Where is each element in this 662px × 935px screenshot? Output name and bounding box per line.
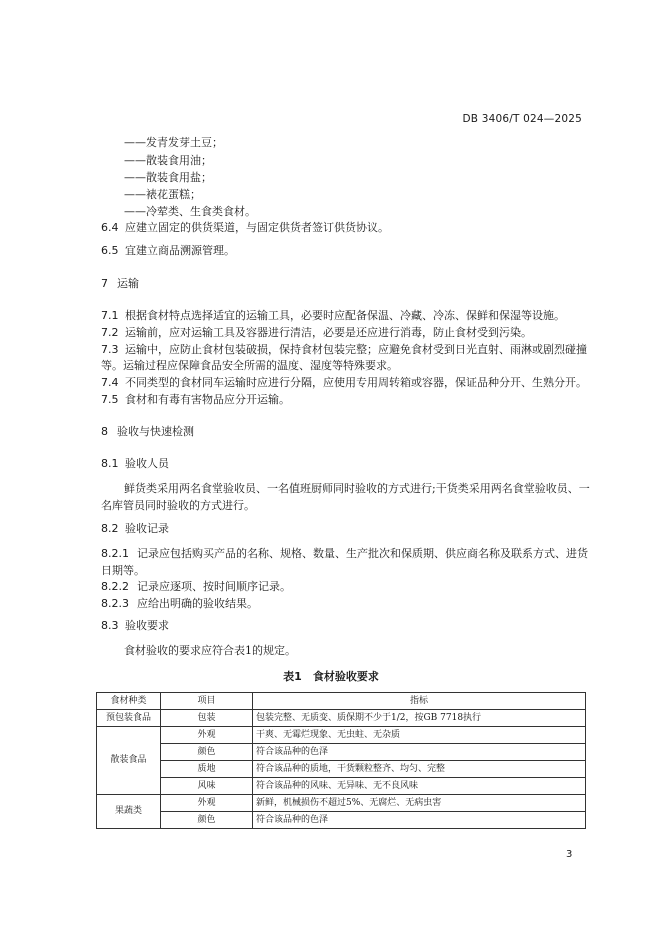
- spec-cell: 符合该品种的色泽: [253, 812, 586, 829]
- table-row: [97, 812, 586, 829]
- clause-text: 不同类型的食材同车运输时应进行分隔，应使用专用周转箱或容器，保证品种分开、生熟分开。: [125, 376, 587, 389]
- clause-8-1-text: 鲜货类采用两名食堂验收员、一名值班厨师同时验收的方式进行;干货类采用两名食堂验收员、一: [124, 482, 590, 495]
- clause-7-3: [101, 343, 587, 357]
- section-8-heading: [101, 425, 194, 439]
- clause-number: 7.1: [101, 309, 119, 322]
- list-item: ——散装食用盐；: [124, 171, 212, 184]
- section-title: 验收与快速检测: [117, 425, 194, 438]
- clause-number: 7.2: [101, 326, 119, 339]
- clause-7-5: [101, 393, 290, 407]
- table-row: [97, 727, 586, 744]
- clause-number: 8.2.2: [101, 580, 129, 593]
- spec-cell: 新鲜，机械损伤不超过5%、无腐烂、无病虫害: [253, 795, 586, 812]
- clause-number: 8.2.3: [101, 597, 129, 610]
- clause-number: 7.5: [101, 393, 119, 406]
- header-cell: 食材种类: [97, 693, 161, 710]
- clause-title: 验收人员: [125, 457, 169, 470]
- table-row: [97, 710, 586, 727]
- list-item: ——散装食用油；: [124, 154, 212, 167]
- clause-number: 8.1: [101, 457, 119, 470]
- clause-text: 宜建立商品溯源管理。: [125, 244, 235, 257]
- section-number: 8: [101, 425, 108, 438]
- acceptance-table: [96, 692, 586, 829]
- item-cell: 颜色: [161, 812, 253, 829]
- clause-text: 应建立固定的供货渠道，与固定供货者签订供货协议。: [125, 221, 389, 234]
- clause-number: 8.3: [101, 619, 119, 632]
- item-cell: 外观: [161, 727, 253, 744]
- header-cell: 项目: [161, 693, 253, 710]
- section-title: 运输: [117, 277, 139, 290]
- clause-8-3-text: 食材验收的要求应符合表1的规定。: [124, 644, 296, 657]
- header-cell: 指标: [253, 693, 586, 710]
- page-number: 3: [566, 849, 573, 860]
- clause-number: 8.2.1: [101, 547, 129, 560]
- item-cell: 包装: [161, 710, 253, 727]
- table-row: [97, 795, 586, 812]
- clause-8-2-3: [101, 597, 258, 611]
- section-number: 7: [101, 277, 108, 290]
- clause-8-1-heading: [101, 457, 169, 471]
- clause-number: 7.4: [101, 376, 119, 389]
- spec-cell: 干爽、无霉烂现象、无虫蛀、无杂质: [253, 727, 586, 744]
- list-item: ——冷荤类、生食类食材。: [124, 205, 256, 218]
- clause-number: 7.3: [101, 343, 119, 356]
- spec-cell: 符合该品种的质地，干货颗粒整齐、均匀、完整: [253, 761, 586, 778]
- clause-8-2-1-cont: 日期等。: [101, 564, 145, 577]
- clause-title: 验收记录: [125, 522, 169, 535]
- item-cell: 质地: [161, 761, 253, 778]
- category-cell: 散装食品: [97, 727, 161, 795]
- category-cell: 预包装食品: [97, 710, 161, 727]
- clause-7-1: [101, 309, 565, 323]
- section-7-heading: [101, 277, 139, 291]
- clause-8-2-2: [101, 580, 291, 594]
- spec-cell: 符合该品种的色泽: [253, 744, 586, 761]
- clause-text: 运输前，应对运输工具及容器进行清洁，必要是还应进行消毒，防止食材受到污染。: [125, 326, 532, 339]
- list-item: ——裱花蛋糕；: [124, 188, 201, 201]
- item-cell: 外观: [161, 795, 253, 812]
- clause-text: 根据食材特点选择适宜的运输工具，必要时应配备保温、冷藏、冷冻、保鲜和保湿等设施。: [125, 309, 565, 322]
- clause-title: 验收要求: [125, 619, 169, 632]
- item-cell: 风味: [161, 778, 253, 795]
- category-cell: 果蔬类: [97, 795, 161, 829]
- clause-8-2-heading: [101, 522, 169, 536]
- item-cell: 颜色: [161, 744, 253, 761]
- clause-6-4: [101, 221, 389, 235]
- clause-6-5: [101, 244, 235, 258]
- clause-7-3-cont: 等。运输过程应保障食品安全所需的温度、湿度等特殊要求。: [101, 359, 398, 372]
- clause-number: 6.5: [101, 244, 119, 257]
- clause-text: 应给出明确的验收结果。: [137, 597, 258, 610]
- list-item: ——发青发芽土豆；: [124, 136, 223, 149]
- clause-8-1-text-cont: 名库管员同时验收的方式进行。: [101, 499, 255, 512]
- table-row: [97, 778, 586, 795]
- table-row: [97, 744, 586, 761]
- table-row: [97, 761, 586, 778]
- table-header-row: [97, 693, 586, 710]
- spec-cell: 符合该品种的风味、无异味、无不良风味: [253, 778, 586, 795]
- clause-text: 运输中，应防止食材包装破损，保持食材包装完整；应避免食材受到日光直射、雨淋或剧烈碰撞: [125, 343, 587, 356]
- clause-7-4: [101, 376, 587, 390]
- clause-text: 记录应包括购买产品的名称、规格、数量、生产批次和保质期、供应商名称及联系方式、进货: [137, 547, 588, 560]
- clause-text: 记录应逐项、按时间顺序记录。: [137, 580, 291, 593]
- clause-text: 食材和有毒有害物品应分开运输。: [125, 393, 290, 406]
- clause-7-2: [101, 326, 532, 340]
- clause-number: 8.2: [101, 522, 119, 535]
- clause-8-2-1: [101, 547, 588, 561]
- clause-8-3-heading: [101, 619, 169, 633]
- doc-code: DB 3406/T 024—2025: [462, 113, 582, 125]
- table-caption: 表1 食材验收要求: [283, 670, 379, 683]
- clause-number: 6.4: [101, 221, 119, 234]
- spec-cell: 包装完整、无质变、质保期不少于1/2，按GB 7718执行: [253, 710, 586, 727]
